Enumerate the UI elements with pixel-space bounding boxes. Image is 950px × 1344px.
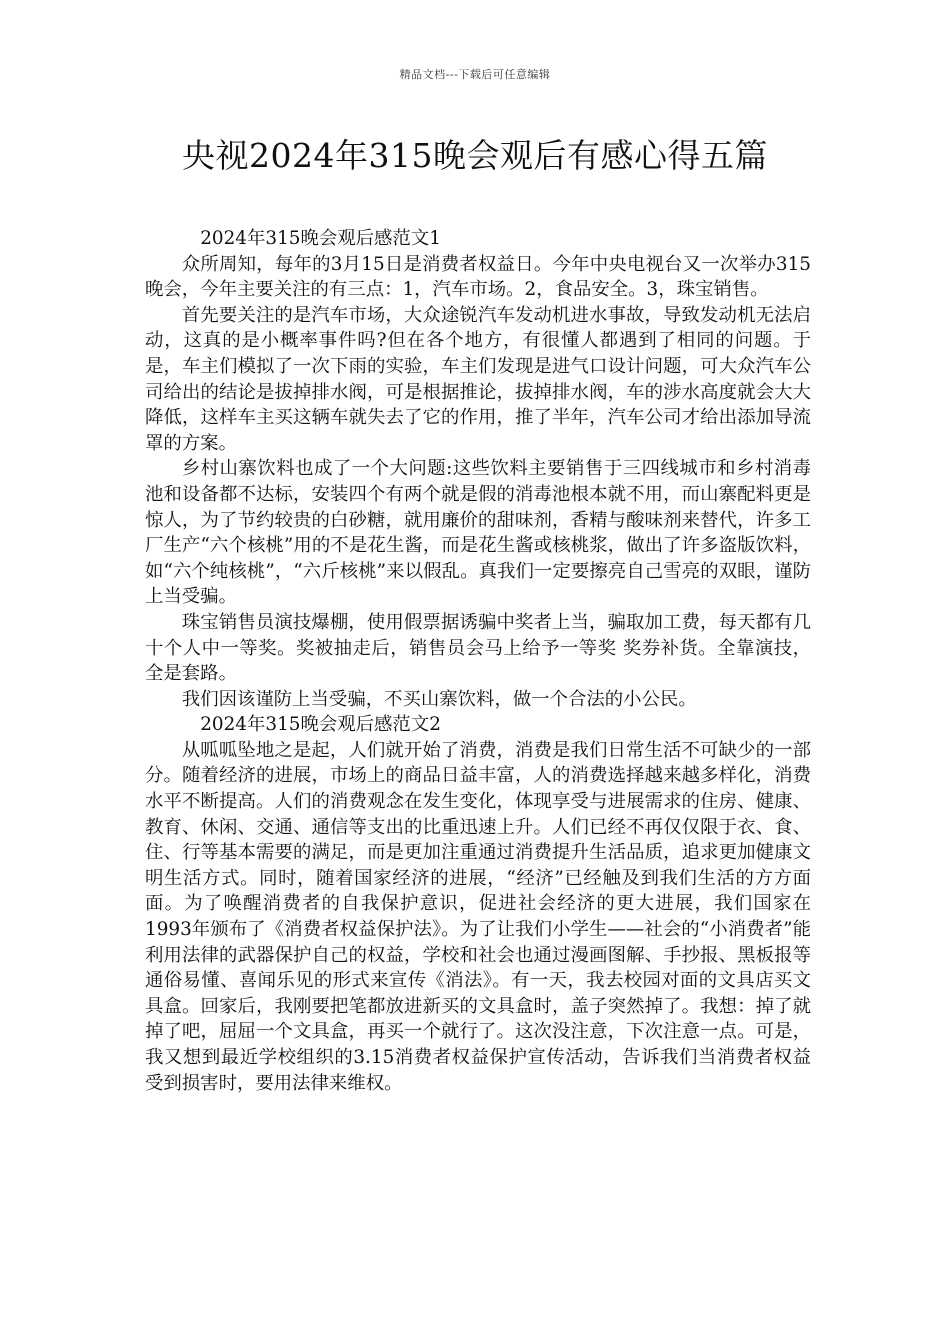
paragraph: 首先要关注的是汽车市场，大众途锐汽车发动机进水事故，导致发动机无法启动，这真的是小概率事件吗?但在各个地方，有很懂人都遇到了相同的问题。于是，车主们模拟了一次下雨的实验，车主们发现是进气口设计问题，可大众汽车公司给出的结论是拔掉排水阀，可是根据推论，拔掉排水阀，车的涉水高度就会大大降低，这样车主买这辆车就失去了它的作用，推了半年，汽车公司才给出添加导流罩的方案。 [145, 304, 811, 454]
document-body [145, 226, 811, 1096]
paragraph: 乡村山寨饮料也成了一个大问题:这些饮料主要销售于三四线城市和乡村消毒池和设备都不达标，安装四个有两个就是假的消毒池根本就不用，而山寨配料更是惊人，为了节约较贵的白砂糖，就用廉价的甜味剂，香精与酸味剂来替代，许多工厂生产“六个核桃”用的不是花生酱，而是花生酱或核桃浆，做出了许多盗版饮料，如“六个纯核桃”，“六斤核桃”来以假乱。真我们一定要擦亮自己雪亮的双眼，谨防上当受骗。 [145, 458, 811, 608]
section-heading-2: 2024年315晚会观后感范文2 [200, 714, 441, 736]
paragraph: 珠宝销售员演技爆棚，使用假票据诱骗中奖者上当，骗取加工费，每天都有几十个人中一等奖。奖被抽走后，销售员会马上给予一等奖 奖券补货。全靠演技，全是套路。 [145, 611, 811, 685]
paragraph: 众所周知，每年的3月15日是消费者权益日。今年中央电视台又一次举办315晚会，今年主要关注的有三点：1，汽车市场。2，食品安全。3，珠宝销售。 [145, 253, 811, 301]
paragraph: 从呱呱坠地之是起，人们就开始了消费，消费是我们日常生活不可缺少的一部分。随着经济的进展，市场上的商品日益丰富，人的消费选择越来越多样化，消费水平不断提高。人们的消费观念在发生变化，体现享受与进展需求的住房、健康、教育、休闲、交通、通信等支出的比重迅速上升。人们已经不再仅仅限于衣、食、住、行等基本需要的满足，而是更加注重通过消费提升生活品质，追求更加健康文明生活方式。同时，随着国家经济的进展，“经济”已经触及到我们生活的方方面面。为了唤醒消费者的自我保护意识，促进社会经济的更大进展，我们国家在1993年颁布了《消费者权益保护法》。为了让我们小学生——社会的“小消费者”能利用法律的武器保护自己的权益，学校和社会也通过漫画图解、手抄报、黑板报等通俗易懂、喜闻乐见的形式来宣传《消法》。有一天，我去校园对面的文具店买文具盒。回家后，我刚要把笔都放进新买的文具盒时，盖子突然掉了。我想：掉了就掉了吧，屈屈一个文具盒，再买一个就行了。这次没注意，下次注意一点。可是，我又想到最近学校组织的3.15消费者权益保护宣传活动，告诉我们当消费者权益受到损害时，要用法律来维权。 [145, 739, 811, 1094]
header-note: 精品文档---下载后可任意编辑 [399, 68, 551, 81]
document-title: 央视2024年315晚会观后有感心得五篇 [182, 136, 768, 175]
section-heading-1: 2024年315晚会观后感范文1 [200, 228, 441, 249]
paragraph: 我们因该谨防上当受骗，不买山寨饮料，做一个合法的小公民。 [181, 688, 697, 710]
